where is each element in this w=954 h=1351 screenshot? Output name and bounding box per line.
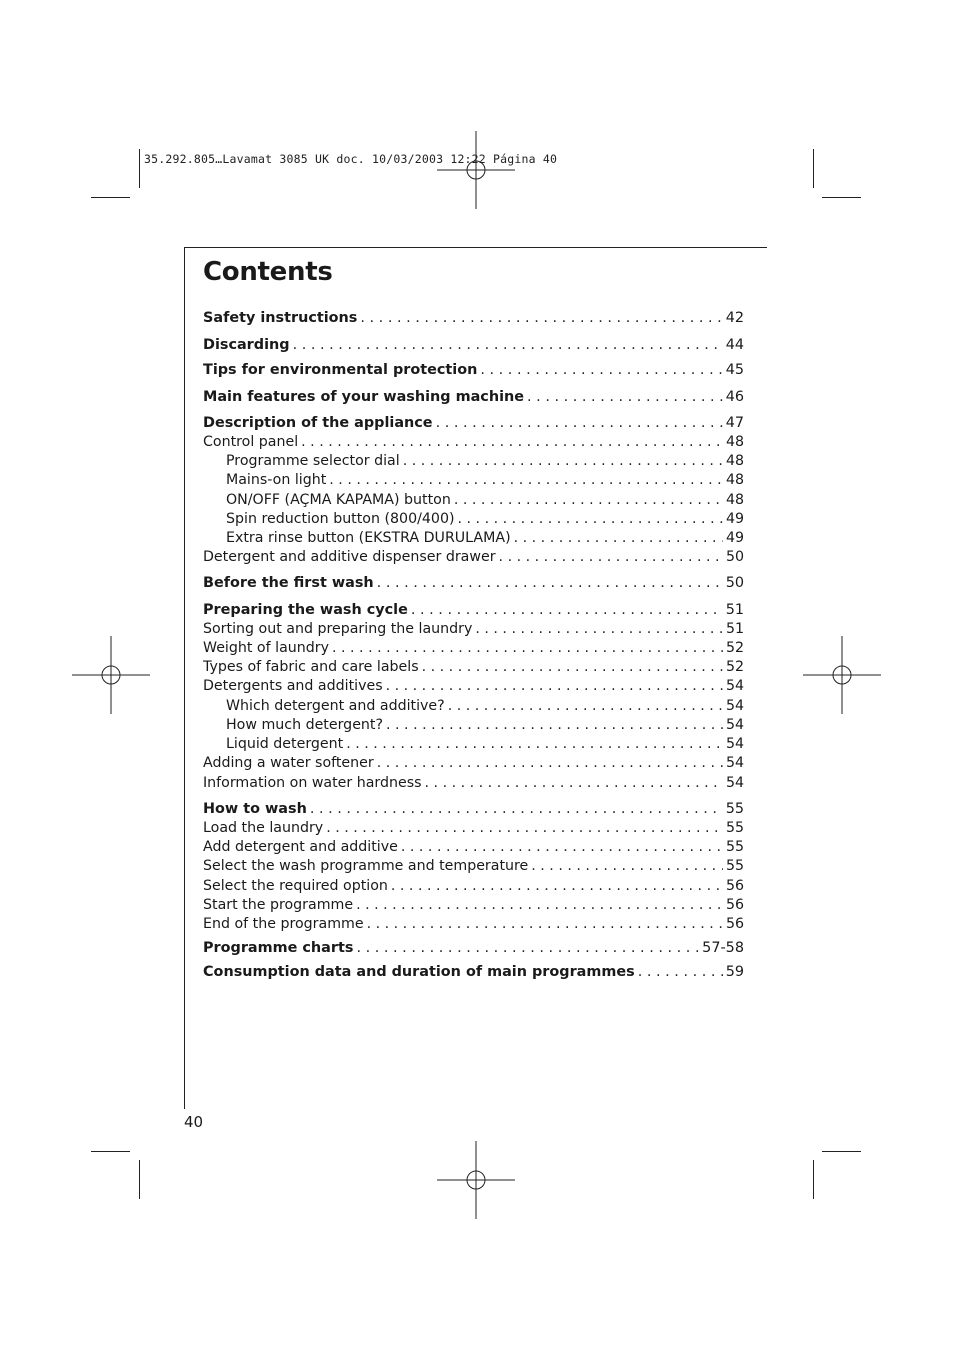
- toc-leader-dots: [448, 697, 723, 716]
- toc-entry-page: 48: [725, 434, 744, 450]
- registration-mark-icon: [437, 1141, 515, 1219]
- toc-entry: [203, 620, 744, 639]
- toc-leader-dots: [360, 309, 722, 328]
- registration-mark-icon: [803, 636, 881, 714]
- toc-leader-dots: [377, 574, 723, 593]
- toc-entry-label: Load the laundry: [203, 820, 324, 836]
- toc-entry: [203, 774, 744, 793]
- toc-leader-dots: [403, 452, 723, 471]
- toc-entry-page: 48: [725, 453, 744, 469]
- toc-entry: [203, 601, 744, 620]
- toc-leader-dots: [310, 800, 723, 819]
- toc-leader-dots: [458, 510, 723, 529]
- toc-entry: [203, 697, 744, 716]
- crop-mark: [139, 149, 140, 188]
- toc-leader-dots: [454, 491, 723, 510]
- toc-entry-page: 52: [725, 640, 744, 656]
- toc-entry: [203, 939, 744, 958]
- toc-entry-page: 54: [725, 698, 744, 714]
- toc-entry: [203, 658, 744, 677]
- toc-entry: [203, 896, 744, 915]
- toc-entry-page: 47: [725, 415, 744, 431]
- toc-entry: [203, 838, 744, 857]
- toc-leader-dots: [638, 963, 723, 982]
- frame-left-rule: [184, 247, 185, 1109]
- toc-leader-dots: [346, 735, 723, 754]
- toc-entry-label: Mains-on light: [226, 472, 327, 488]
- toc-entry: [203, 963, 744, 982]
- toc-entry-label: Preparing the wash cycle: [203, 602, 408, 618]
- toc-entry-label: Main features of your washing machine: [203, 389, 525, 405]
- toc-leader-dots: [425, 774, 723, 793]
- toc-entry: [203, 414, 744, 433]
- toc-entry-label: How to wash: [203, 801, 307, 817]
- toc-leader-dots: [332, 639, 723, 658]
- toc-leader-dots: [326, 819, 723, 838]
- toc-entry: [203, 819, 744, 838]
- toc-leader-dots: [514, 529, 723, 548]
- toc-entry-label: Consumption data and duration of main programmes: [203, 964, 635, 980]
- toc-entry-label: Safety instructions: [203, 310, 358, 326]
- crop-mark: [91, 1151, 130, 1152]
- toc-entry: [203, 677, 744, 696]
- toc-entry: [203, 716, 744, 735]
- toc-leader-dots: [531, 857, 723, 876]
- toc-entry-page: 48: [725, 472, 744, 488]
- toc-entry-page: 56: [725, 878, 744, 894]
- toc-leader-dots: [480, 361, 722, 380]
- toc-entry-page: 51: [725, 602, 744, 618]
- toc-entry-label: Select the wash programme and temperature: [203, 858, 529, 874]
- toc-entry: [203, 510, 744, 529]
- toc-entry-page: 49: [725, 511, 744, 527]
- toc-entry: [203, 915, 744, 934]
- toc-entry: [203, 800, 744, 819]
- toc-entry-page: 44: [725, 337, 744, 353]
- toc-entry-page: 52: [725, 659, 744, 675]
- toc-entry-page: 56: [725, 916, 744, 932]
- toc-entry-page: 46: [725, 389, 744, 405]
- toc-entry: [203, 529, 744, 548]
- registration-mark-icon: [437, 131, 515, 209]
- toc-leader-dots: [356, 939, 699, 958]
- toc-entry: [203, 361, 744, 380]
- toc-leader-dots: [401, 838, 723, 857]
- crop-mark: [91, 197, 130, 198]
- toc-leader-dots: [377, 754, 723, 773]
- registration-mark-icon: [72, 636, 150, 714]
- toc-entry-label: Select the required option: [203, 878, 388, 894]
- toc-entry: [203, 471, 744, 490]
- toc-entry-label: How much detergent?: [226, 717, 384, 733]
- crop-mark: [813, 149, 814, 188]
- toc-entry-label: Types of fabric and care labels: [203, 659, 419, 675]
- toc-leader-dots: [475, 620, 723, 639]
- toc-entry: [203, 491, 744, 510]
- toc-leader-dots: [367, 915, 723, 934]
- crop-mark: [139, 1160, 140, 1199]
- toc-entry-page: 56: [725, 897, 744, 913]
- toc-entry-label: Before the first wash: [203, 575, 374, 591]
- toc-entry: [203, 639, 744, 658]
- toc-leader-dots: [499, 548, 723, 567]
- toc-entry: [203, 877, 744, 896]
- toc-entry-label: Detergent and additive dispenser drawer: [203, 549, 496, 565]
- page-title: Contents: [203, 257, 333, 287]
- toc-entry-label: Control panel: [203, 434, 299, 450]
- toc-entry-label: Weight of laundry: [203, 640, 329, 656]
- toc-entry-label: Extra rinse button (EKSTRA DURULAMA): [226, 530, 511, 546]
- toc-entry: [203, 735, 744, 754]
- toc-entry: [203, 388, 744, 407]
- toc-entry-label: ON/OFF (AÇMA KAPAMA) button: [226, 492, 451, 508]
- toc-entry-page: 54: [725, 775, 744, 791]
- toc-leader-dots: [356, 896, 723, 915]
- crop-mark: [822, 197, 861, 198]
- print-header: 35.292.805…Lavamat 3085 UK doc. 10/03/2003 12:22 Página 40: [144, 152, 558, 166]
- toc-leader-dots: [293, 336, 723, 355]
- toc-entry: [203, 433, 744, 452]
- toc-entry-page: 57-58: [702, 940, 744, 956]
- toc-entry-label: Information on water hardness: [203, 775, 422, 791]
- toc-entry-label: Start the programme: [203, 897, 354, 913]
- toc-entry: [203, 574, 744, 593]
- toc-entry-label: Add detergent and additive: [203, 839, 398, 855]
- toc-entry: [203, 336, 744, 355]
- toc-entry-page: 54: [725, 717, 744, 733]
- toc-entry-label: Liquid detergent: [226, 736, 344, 752]
- toc-leader-dots: [391, 877, 723, 896]
- toc-entry-page: 59: [725, 964, 744, 980]
- toc-entry-label: Programme selector dial: [226, 453, 400, 469]
- toc-entry-label: Which detergent and additive?: [226, 698, 445, 714]
- toc-leader-dots: [301, 433, 723, 452]
- toc-leader-dots: [329, 471, 723, 490]
- toc-entry: [203, 452, 744, 471]
- toc-entry-page: 42: [725, 310, 744, 326]
- toc-entry-page: 45: [725, 362, 744, 378]
- toc-entry-page: 48: [725, 492, 744, 508]
- toc-entry-page: 54: [725, 755, 744, 771]
- toc-entry-label: Discarding: [203, 337, 290, 353]
- toc-entry-label: Description of the appliance: [203, 415, 433, 431]
- toc-entry: [203, 754, 744, 773]
- toc-entry-label: Spin reduction button (800/400): [226, 511, 455, 527]
- toc-entry-label: Detergents and additives: [203, 678, 383, 694]
- toc-entry-page: 54: [725, 678, 744, 694]
- toc-entry-page: 50: [725, 549, 744, 565]
- page-number: 40: [184, 1113, 204, 1131]
- toc-entry-page: 55: [725, 858, 744, 874]
- toc-entry: [203, 857, 744, 876]
- toc-entry: [203, 309, 744, 328]
- crop-mark: [813, 1160, 814, 1199]
- toc-entry: [203, 548, 744, 567]
- toc-leader-dots: [386, 716, 723, 735]
- toc-entry-label: End of the programme: [203, 916, 364, 932]
- toc-entry-page: 51: [725, 621, 744, 637]
- crop-mark: [822, 1151, 861, 1152]
- toc-entry-label: Tips for environmental protection: [203, 362, 478, 378]
- toc-leader-dots: [422, 658, 723, 677]
- toc-entry-label: Sorting out and preparing the laundry: [203, 621, 473, 637]
- frame-top-rule: [184, 247, 767, 248]
- toc-entry-page: 54: [725, 736, 744, 752]
- toc-entry-page: 55: [725, 801, 744, 817]
- toc-entry-page: 55: [725, 839, 744, 855]
- toc-entry-page: 49: [725, 530, 744, 546]
- toc-leader-dots: [527, 388, 723, 407]
- toc-entry-page: 55: [725, 820, 744, 836]
- toc-leader-dots: [411, 601, 723, 620]
- toc-leader-dots: [436, 414, 723, 433]
- toc-entry-label: Programme charts: [203, 940, 354, 956]
- toc-leader-dots: [386, 677, 723, 696]
- toc-entry-page: 50: [725, 575, 744, 591]
- toc-entry-label: Adding a water softener: [203, 755, 374, 771]
